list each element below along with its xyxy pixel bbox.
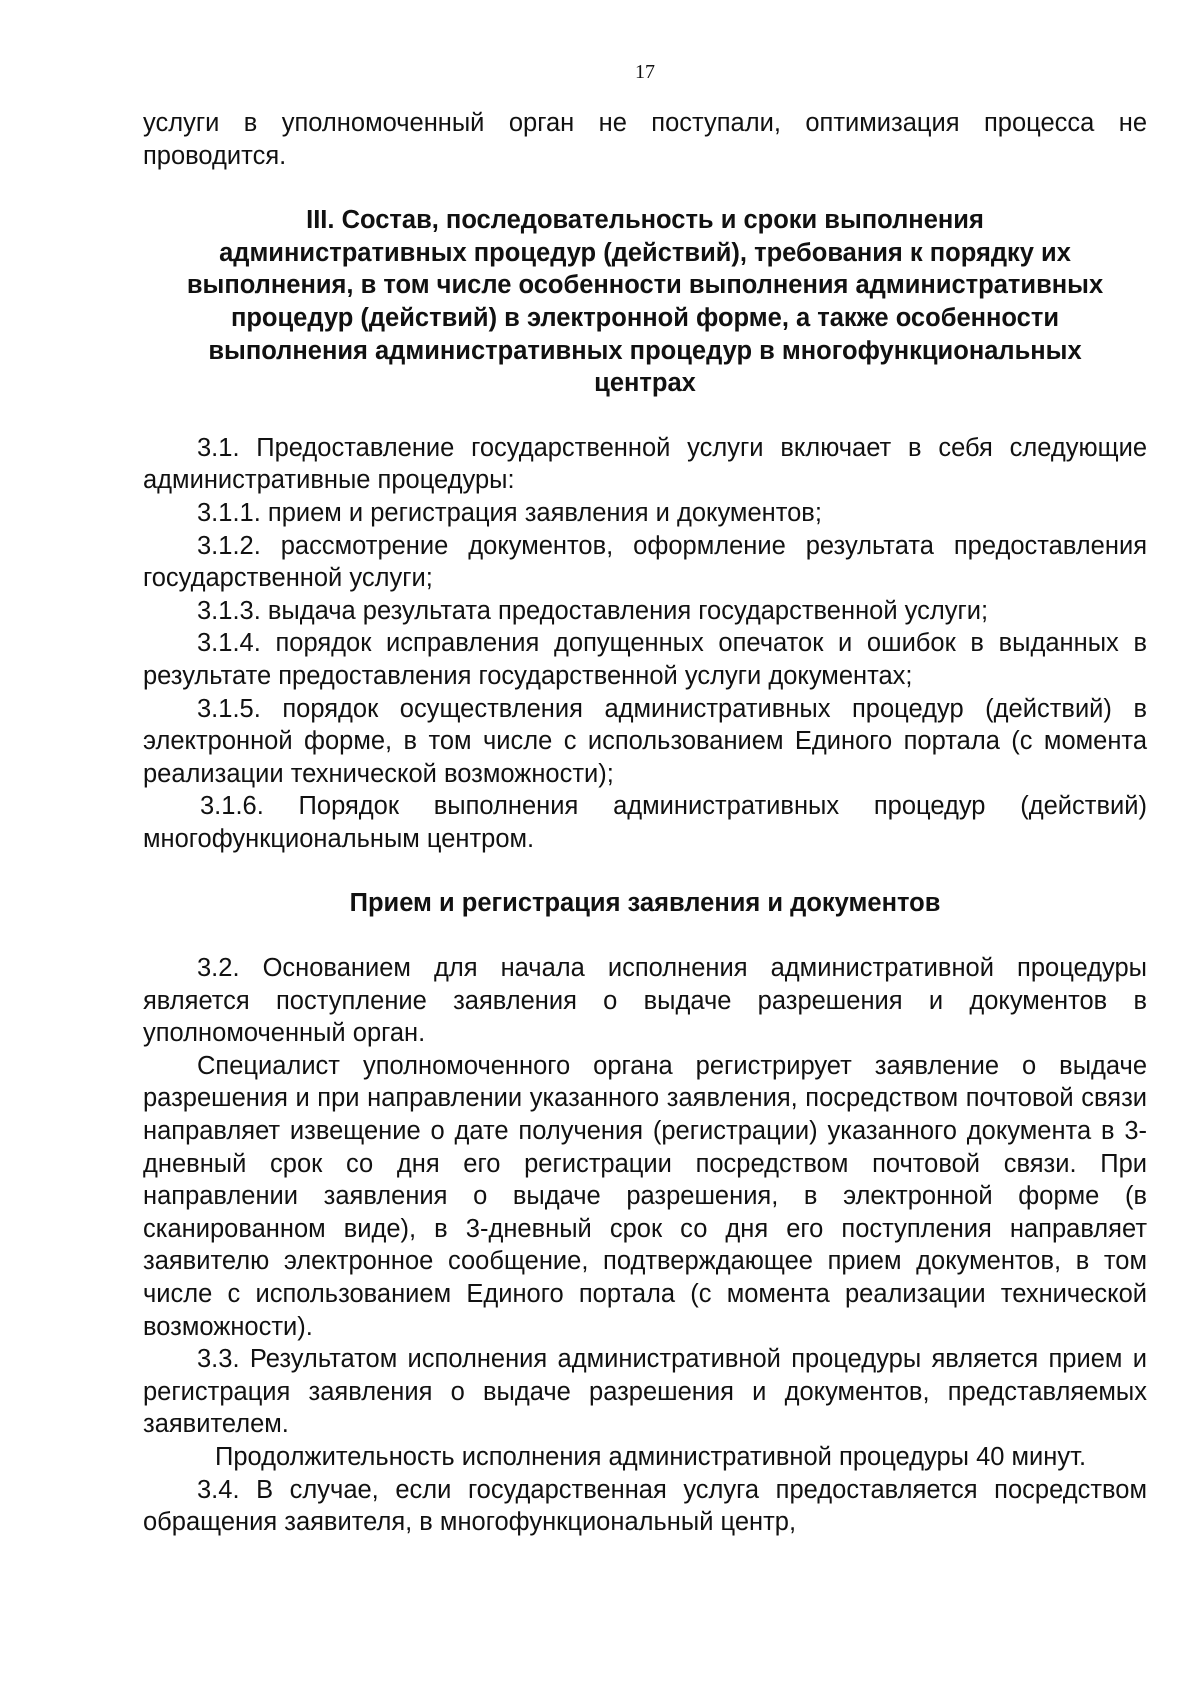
paragraph-3-1-5: 3.1.5. порядок осуществления административных процедур (действий) в электронной форме, в том числе с использованием Единого портала (с момента реализации технической возможности); [143, 694, 1147, 788]
subsection-heading: Прием и регистрация заявления и документов [349, 889, 941, 918]
paragraph-3-1-4: 3.1.4. порядок исправления допущенных опечаток и ошибок в выданных в результате предоставления государственной услуги документах; [143, 629, 1147, 690]
page-number: 17 [635, 61, 655, 83]
paragraph-3-1: 3.1. Предоставление государственной услуги включает в себя следующие административные процедуры: [143, 433, 1147, 495]
paragraph-specialist: Специалист уполномоченного органа регистрирует заявление о выдаче разрешения и при направлении указанного заявления, посредством почтовой связи направляет извещение о дате получения (регистрации) указанного документа в 3-дневный срок со дня его регистрации посредством почтовой связи. При направлении заявления о выдаче разрешения, в электронной форме (в сканированном виде), в 3-дневный срок со дня его поступления направляет заявителю электронное сообщение, подтверждающее прием документов, в том числе с использованием Единого портала (с момента реализации технической возможности). [143, 1051, 1147, 1341]
paragraph-3-1-1: 3.1.1. прием и регистрация заявления и документов; [197, 498, 822, 527]
paragraph-3-4: 3.4. В случае, если государственная услуга предоставляется посредством обращения заявителя, в многофункциональный центр, [143, 1475, 1147, 1537]
paragraph-3-1-2: 3.1.2. рассмотрение документов, оформление результата предоставления государственной услуги; [143, 531, 1147, 593]
paragraph-3-1-3: 3.1.3. выдача результата предоставления государственной услуги; [197, 596, 989, 625]
section-heading: III. Состав, последовательность и сроки выполнения административных процедур (действий), требования к порядку их выполнения, в том числе особенности выполнения административных процедур (действий) в электронной форме, а также особенности выполнения административных процедур в многофункциональных центрах [186, 206, 1104, 398]
document-page [143, 0, 1147, 1696]
paragraph-3-2: 3.2. Основанием для начала исполнения административной процедуры является поступление заявления о выдаче разрешения и документов в уполномоченный орган. [143, 954, 1147, 1048]
document-content [143, 107, 1147, 1539]
paragraph-duration: Продолжительность исполнения административной процедуры 40 минут. [215, 1442, 1087, 1471]
intro-paragraph: услуги в уполномоченный орган не поступали, оптимизация процесса не проводится. [143, 109, 1147, 170]
paragraph-3-3: 3.3. Результатом исполнения административной процедуры является прием и регистрация заявления о выдаче разрешения и документов, представляемых заявителем. [143, 1345, 1147, 1439]
paragraph-3-1-6: 3.1.6. Порядок выполнения административных процедур (действий) многофункциональным центром. [143, 792, 1147, 853]
